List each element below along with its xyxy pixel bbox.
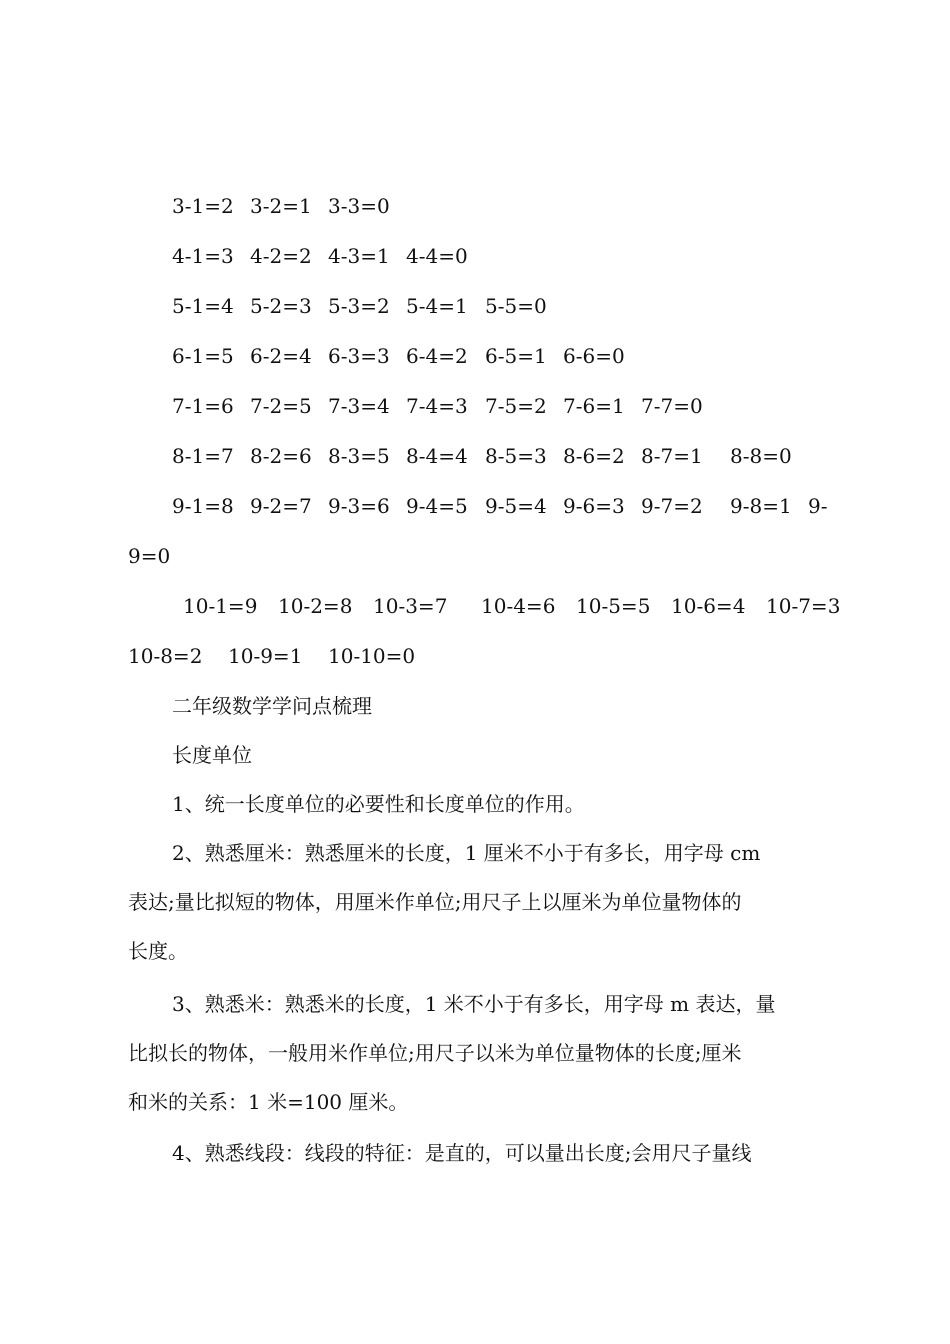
subtraction-row-3: [0, 186, 950, 226]
equation: 9-3=6: [328, 494, 390, 518]
equation: 3-3=0: [328, 194, 390, 218]
item-3-line-3: 和米的关系：1 米=100 厘米。: [128, 1090, 409, 1114]
equation: 6-3=3: [328, 344, 390, 368]
equation: 6-2=4: [250, 344, 312, 368]
equation: 6-5=1: [485, 344, 547, 368]
equation: 5-3=2: [328, 294, 390, 318]
subtraction-row-9: [0, 486, 950, 526]
equation: 7-4=3: [406, 394, 468, 418]
equation: 10-6=4: [671, 594, 746, 618]
equation: 8-3=5: [328, 444, 390, 468]
item-2-line-1: 2、熟悉厘米：熟悉厘米的长度，1 厘米不小于有多长，用字母 cm: [172, 841, 761, 865]
equation: 4-4=0: [406, 244, 468, 268]
equation: 6-1=5: [172, 344, 234, 368]
equation: 6-6=0: [563, 344, 625, 368]
equation: 3-2=1: [250, 194, 312, 218]
equation: 8-2=6: [250, 444, 312, 468]
equation: 9-7=2: [641, 494, 703, 518]
equation: 8-4=4: [406, 444, 468, 468]
equation: 9-5=4: [485, 494, 547, 518]
subtraction-row-10: [0, 586, 950, 626]
item-2-line-3: 长度。: [128, 939, 188, 963]
equation: 7-1=6: [172, 394, 234, 418]
equation: 10-7=3: [766, 594, 841, 618]
section-heading: 二年级数学学问点梳理: [172, 694, 372, 718]
equation: 9-8=1: [730, 494, 792, 518]
section-subheading: 长度单位: [172, 743, 252, 767]
equation: 7-2=5: [250, 394, 312, 418]
item-3-line-1: 3、熟悉米：熟悉米的长度，1 米不小于有多长，用字母 m 表达，量: [172, 992, 776, 1016]
equation: 7-6=1: [563, 394, 625, 418]
equation: 10-10=0: [328, 644, 416, 668]
equation: 7-5=2: [485, 394, 547, 418]
equation: 4-2=2: [250, 244, 312, 268]
equation: 8-7=1: [641, 444, 703, 468]
equation: 5-4=1: [406, 294, 468, 318]
equation: 10-3=7: [373, 594, 448, 618]
subtraction-row-10-wrap: [0, 636, 950, 676]
equation: 7-7=0: [641, 394, 703, 418]
equation: 10-8=2: [128, 644, 203, 668]
equation: 8-8=0: [730, 444, 792, 468]
item-4-line-1: 4、熟悉线段：线段的特征：是直的，可以量出长度;会用尺子量线: [172, 1141, 752, 1165]
equation: 5-5=0: [485, 294, 547, 318]
equation: 6-4=2: [406, 344, 468, 368]
equation: 8-1=7: [172, 444, 234, 468]
subtraction-row-5: [0, 286, 950, 326]
equation: 9-6=3: [563, 494, 625, 518]
equation: 10-2=8: [278, 594, 353, 618]
equation: 4-1=3: [172, 244, 234, 268]
subtraction-row-7: [0, 386, 950, 426]
equation: 9=0: [128, 544, 171, 568]
equation: 9-: [808, 494, 828, 518]
equation: 5-1=4: [172, 294, 234, 318]
equation: 10-4=6: [481, 594, 556, 618]
equation: 10-1=9: [183, 594, 258, 618]
equation: 5-2=3: [250, 294, 312, 318]
equation: 10-9=1: [228, 644, 303, 668]
equation: 9-2=7: [250, 494, 312, 518]
equation: 8-5=3: [485, 444, 547, 468]
subtraction-row-6: [0, 336, 950, 376]
equation: 4-3=1: [328, 244, 390, 268]
equation: 10-5=5: [576, 594, 651, 618]
subtraction-row-4: [0, 236, 950, 276]
subtraction-row-8: [0, 436, 950, 476]
equation: 7-3=4: [328, 394, 390, 418]
equation: 3-1=2: [172, 194, 234, 218]
item-3-line-2: 比拟长的物体，一般用米作单位;用尺子以米为单位量物体的长度;厘米: [128, 1041, 742, 1065]
equation: 8-6=2: [563, 444, 625, 468]
equation: 9-1=8: [172, 494, 234, 518]
item-1-line-1: 1、统一长度单位的必要性和长度单位的作用。: [172, 792, 585, 816]
equation: 9-4=5: [406, 494, 468, 518]
subtraction-row-9-wrap: [0, 536, 950, 576]
item-2-line-2: 表达;量比拟短的物体，用厘米作单位;用尺子上以厘米为单位量物体的: [128, 890, 742, 914]
